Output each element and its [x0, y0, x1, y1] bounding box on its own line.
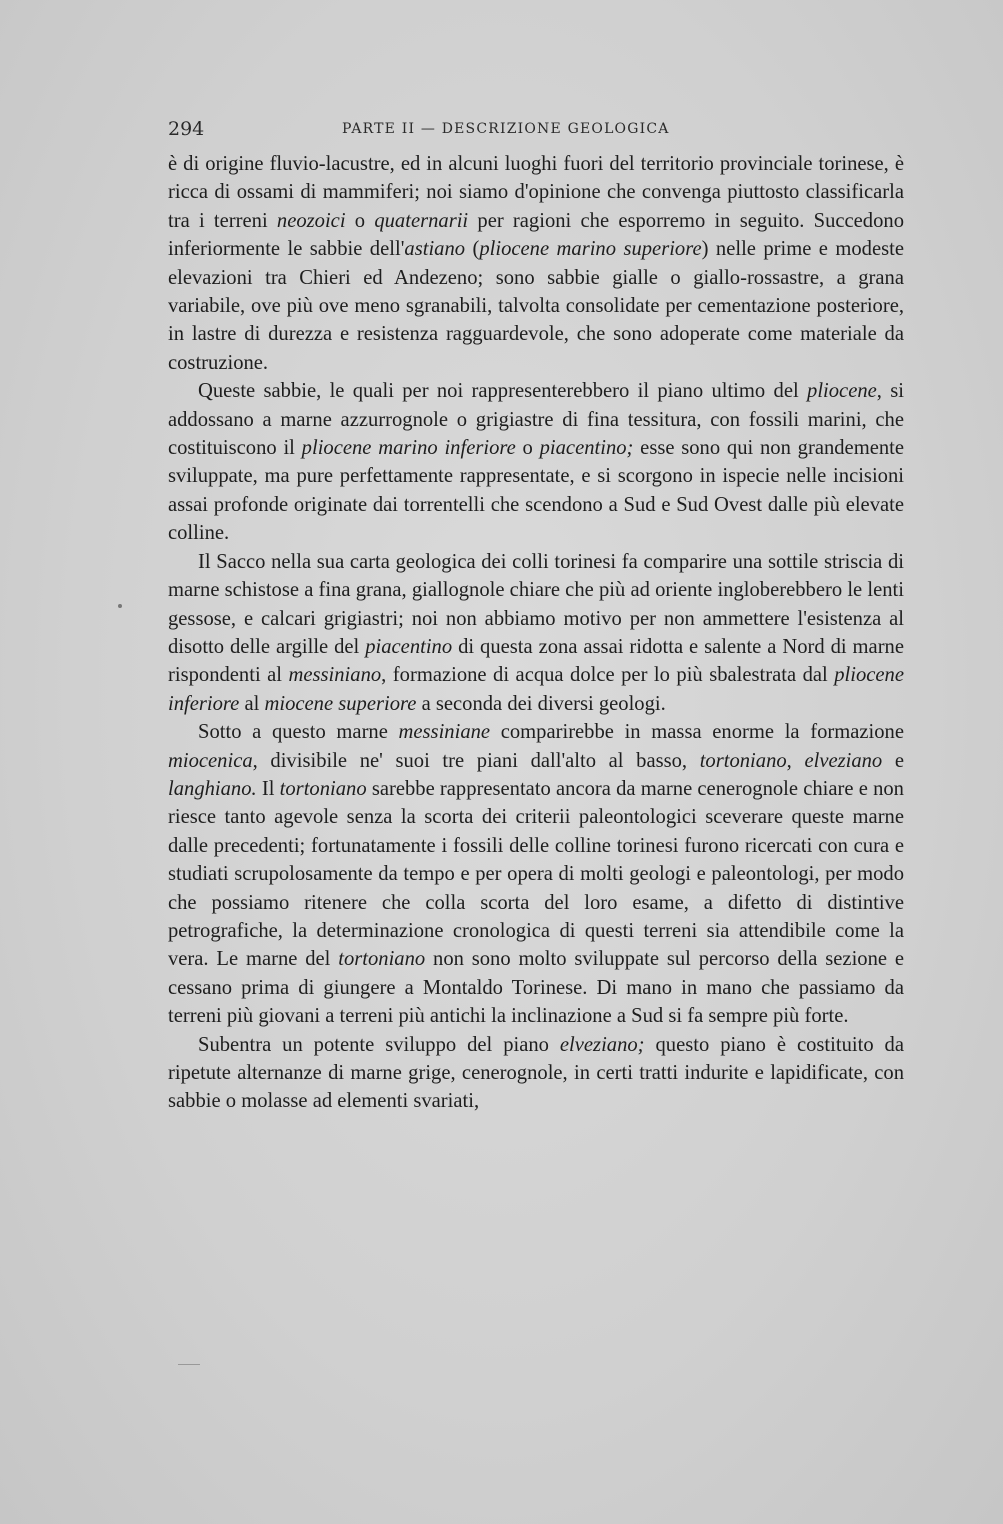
italic-term: quaternarii — [374, 209, 469, 232]
italic-term: piacentino; — [539, 437, 634, 460]
italic-term: neozoici — [276, 209, 346, 232]
italic-term: miocenica — [168, 749, 253, 772]
page-number: 294 — [168, 118, 205, 140]
text-run: per ragioni che esporremo in seguito. Succedono inferiormente le sabbie dell' — [168, 209, 904, 261]
italic-term: messiniano — [288, 664, 382, 687]
paragraph — [168, 1031, 904, 1116]
italic-term: piacentino — [365, 635, 453, 658]
text-run: , formazione di acqua dolce per lo più sbalestrata dal — [381, 664, 835, 687]
italic-term: tortoniano — [338, 948, 426, 971]
text-run: è di origine fluvio-lacustre, ed in alcuni luoghi fuori del territorio provinciale torinese, è ricca di ossami di mammiferi; noi siamo d'opinione che convenga piuttosto classificarla tra i terreni — [168, 153, 904, 232]
italic-term: pliocene — [807, 380, 877, 403]
print-rule-fragment — [178, 1364, 200, 1365]
italic-term: langhiano. — [168, 777, 257, 800]
text-run: di questa zona assai ridotta e salente a Nord di marne rispondenti al — [168, 635, 904, 687]
text-run: o — [345, 209, 375, 232]
body-text — [168, 150, 904, 1116]
text-run: , si addossano a marne azzurrognole o grigiastre di fina tessitura, con fossili marini, che costituiscono il — [168, 380, 904, 460]
italic-term: pliocene marino inferiore — [301, 437, 516, 460]
paragraph — [168, 718, 904, 1030]
print-speck — [118, 604, 122, 608]
running-head: PARTE II — DESCRIZIONE GEOLOGICA — [342, 121, 670, 137]
paragraph — [168, 150, 904, 377]
italic-term: elveziano — [804, 749, 883, 772]
text-run: ) nelle prime e modeste elevazioni tra Chieri ed Andezeno; sono sabbie gialle o giallo-rossastre, a grana variabile, ove più ove meno sgranabili, talvolta consolidate per cementazione posteriore, in lastre di durezza e resistenza ragguardevole, che sono adoperate come materiale da costruzione. — [168, 238, 904, 374]
page-header — [168, 118, 902, 144]
italic-term: astiano — [404, 238, 466, 261]
text-run: ( — [465, 238, 480, 261]
text-run: Queste sabbie, le quali per noi rappresenterebbero il piano ultimo del — [198, 380, 808, 403]
italic-term: miocene superiore — [264, 692, 417, 715]
text-run: Sotto a questo marne — [198, 721, 399, 744]
text-run: Il Sacco nella sua carta geologica dei colli torinesi fa comparire una sottile striscia di marne schistose a fina grana, giallognole chiare che più ad oriente ingloberebbero le lenti gessose, e calcari grigiastri; noi non abbiamo motivo per non ammettere l'esistenza al disotto delle argille del — [168, 550, 904, 658]
text-run: esse sono qui non grandemente sviluppate, ma pure perfettamente rappresentate, e si scorgono in ispecie nelle incisioni assai profonde originate dai torrentelli che scendono a Sud e Sud Ovest dalle più elevate colline. — [168, 437, 905, 545]
text-run: al — [239, 692, 265, 715]
text-run: e — [882, 749, 905, 772]
text-run: , — [786, 749, 805, 772]
italic-term: tortoniano — [279, 777, 367, 800]
italic-term: tortoniano — [699, 749, 787, 772]
italic-term: pliocene marino superiore — [479, 238, 702, 261]
text-run: sarebbe rappresentato ancora da marne cenerognole chiare e non riesce tanto agevole senza la scorta dei criterii paleontologici sceverare queste marne dalle precedenti; fortunatamente i fossili delle colline torinesi furono ricercati con cura e studiati scrupolosamente da tempo e per opera di molti geologi e paleontologi, per modo che possiamo ritenere che colla scorta del loro esame, a difetto di distintive petrografiche, la determinazione cronologica di questi terreni sia attendibile come la vera. Le marne del — [168, 777, 904, 971]
text-run: , divisibile ne' suoi tre piani dall'alto al basso, — [252, 749, 700, 772]
text-run: comparirebbe in massa enorme la formazione — [490, 721, 904, 744]
paragraph — [168, 377, 904, 547]
italic-term: elveziano; — [559, 1033, 645, 1056]
italic-term: pliocene inferiore — [168, 664, 904, 715]
text-run: non sono molto sviluppate sul percorso della sezione e cessano prima di giungere a Montaldo Torinese. Di mano in mano che passiamo da terreni più giovani a terreni più antichi la inclinazione a Sud si fa sempre più forte. — [168, 948, 904, 1028]
text-run: a seconda dei diversi geologi. — [416, 692, 666, 715]
text-run: o — [515, 437, 540, 460]
paragraph — [168, 548, 904, 718]
italic-term: messiniane — [398, 721, 491, 744]
text-run: Il — [256, 777, 280, 800]
text-run: questo piano è costituito da ripetute alternanze di marne grige, cenerognole, in certi tratti indurite e lapidificate, con sabbie o molasse ad elementi svariati, — [168, 1033, 904, 1113]
text-run: Subentra un potente sviluppo del piano — [198, 1033, 560, 1056]
